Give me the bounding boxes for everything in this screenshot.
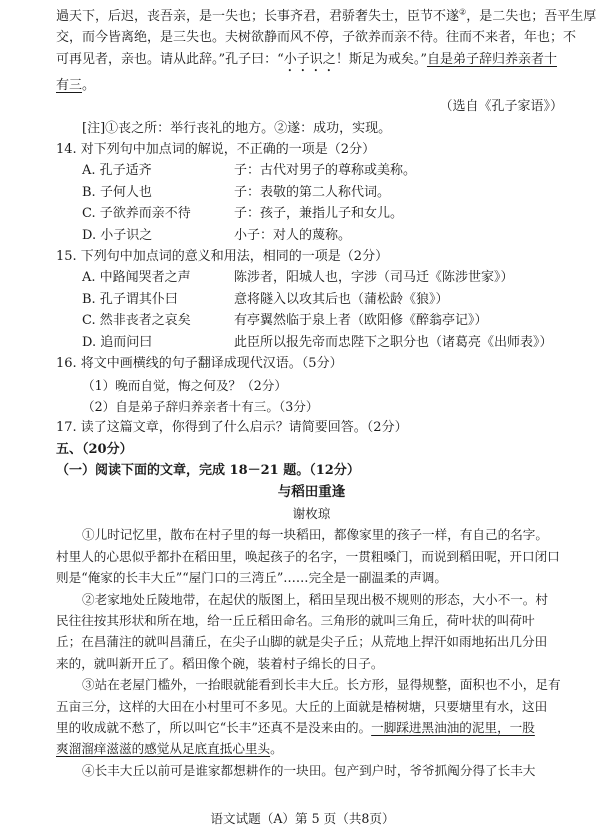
passage-line-4 <box>56 75 567 96</box>
article-text: 。 <box>270 741 283 757</box>
question-15-stem: 15. 下列句中加点词的意义和用法，相同的一项是（2分） <box>56 249 389 265</box>
section-header: 五、（20分） <box>56 441 133 457</box>
article-text: 里的收成就不愁了，所以叫它“长丰”还真不是没来由的。 <box>56 720 372 735</box>
q14-option-d: D. 小子识之 小子：对人的蔑称。 <box>82 227 352 243</box>
passage-text: ！斯足为戒矣。” <box>335 51 427 67</box>
q15-option-a: A. 中路闻哭者之声 陈涉者，阳城人也，字涉（司马迁《陈涉世家》） <box>82 270 514 286</box>
q14-option-a: A. 孔子适齐 子：古代对男子的尊称或美称。 <box>82 163 417 179</box>
q15-option-b: B. 孔子谓其仆曰 意将隧入以攻其后也（蒲松龄《狼》） <box>82 291 449 307</box>
article-p1-line-1: ①儿时记忆里，散布在村子里的每一块稻田，都像家里的孩子一样，有自己的名字。 <box>82 527 548 543</box>
passage-line-3 <box>56 49 567 75</box>
article-p2-line-3: 丘；在昌蒲注的就叫昌蒲丘，在尖子山脚的就是尖子丘；从荒地上捍汗如雨地拓出几分田 <box>56 634 548 650</box>
annotation-note: [注]①丧之所：举行丧礼的地方。②遂：成功，实现。 <box>82 120 392 136</box>
page-footer: 语文试题（A）第 5 页（共8页） <box>210 811 395 826</box>
question-14-stem: 14. 对下列句中加点词的解说，不正确的一项是（2分） <box>56 142 376 158</box>
q14-option-c: C. 子欲养而亲不待 子：孩子，兼指儿子和女儿。 <box>82 206 404 222</box>
q15-option-c: C. 然非丧者之哀矣 有亭翼然临于泉上者（欧阳修《醉翁亭记》） <box>82 313 488 329</box>
article-p2-line-4: 来的，就叫新开丘了。稻田像个碗，装着村子绵长的日子。 <box>56 655 384 671</box>
passage-text: ，是二失也；吾平生厚 <box>466 9 597 24</box>
article-p3-line-4 <box>56 738 567 759</box>
passage-line-1 <box>56 6 597 27</box>
subsection-instruction: （一）阅读下面的文章，完成 18－21 题。（12分） <box>56 463 360 479</box>
q14-option-b: B. 子何人也 子：表敬的第二人称代词。 <box>82 184 391 200</box>
passage-line-2: 交，而今皆离绝，是三失也。夫树欲静而风不停，子欲养而亲不待。往而不来者，年也；不 <box>56 30 577 46</box>
article-p3-line-2: 五亩三分，这样的大田在小村里可不多见。大丘的上面就是椿树塘，只要塘里有水，这田 <box>56 698 548 714</box>
passage-text: 可再见者，亲也。请从此辞。”孔子曰：“ <box>56 51 284 67</box>
article-p3-line-3 <box>56 717 567 738</box>
article-p1-line-3: 则是“俺家的长丰大丘”“屋门口的三湾丘”……完全是一副温柔的声调。 <box>56 570 447 586</box>
article-p2-line-1: ②老家地处丘陵地带，在起伏的版图上，稻田呈现出极不规则的形态，大小不一。村 <box>82 591 548 607</box>
question-16-stem: 16. 将文中画横线的句子翻译成现代汉语。（5分） <box>56 356 343 372</box>
article-p3-line-1: ③站在老屋门槛外，一抬眼就能看到长丰大丘。长方形，显得规整，面积也不小，足有 <box>82 677 561 693</box>
q15-option-d: D. 追而问曰 此臣所以报先帝而忠陛下之职分也（诸葛亮《出师表》） <box>82 334 553 350</box>
underlined-sentence: 爽溜溜痒滋滋的感觉从足底直抵心里头 <box>56 741 271 757</box>
article-title: 与稻田重逢 <box>277 483 346 500</box>
q16-sentence-1: （1）晚而自觉，悔之何及？（2分） <box>82 377 287 393</box>
passage-text: 過天下，后迟，丧吾亲，是一失也；长事齐君，君骄奢失士，臣节不遂 <box>56 9 460 24</box>
question-17-stem: 17. 读了这篇文章，你得到了什么启示？请简要回答。（2分） <box>56 420 408 436</box>
underlined-sentence: 有三 <box>56 77 83 93</box>
source-citation: （选自《孔子家语》） <box>439 99 563 115</box>
q16-sentence-2: （2）自是弟子辞归养亲者十有三。（3分） <box>82 398 319 414</box>
underlined-sentence: 自是弟子辞归养亲者十 <box>426 51 557 67</box>
footnote-marker: ② <box>459 7 467 17</box>
passage-text: 。 <box>82 77 96 93</box>
dotted-phrase: 小子识之 <box>283 51 336 67</box>
article-author: 谢枚琼 <box>292 505 331 521</box>
article-p2-line-2: 民往往按其形状和所在地，给一丘丘稻田命名。三角形的就叫三角丘，荷叶状的叫荷叶 <box>56 612 535 628</box>
article-p1-line-2: 村里人的心思似乎都扑在稻田里，唤起孩子的名字，一贯粗嗓门，而说到稻田呢，开口闭口 <box>56 548 560 564</box>
article-p4-line-1: ④长丰大丘以前可是谁家都想耕作的一块田。包产到户时，爷爷抓阄分得了长丰大 <box>82 762 536 778</box>
underlined-sentence: 一脚踩进黑油油的泥里，一股 <box>371 720 535 735</box>
